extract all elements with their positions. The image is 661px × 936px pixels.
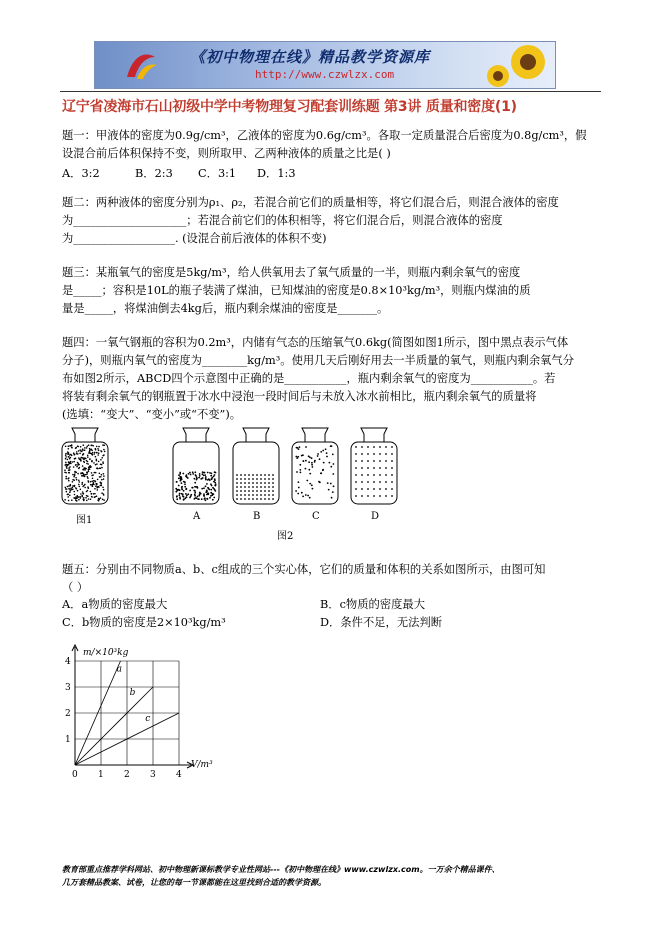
q1-option-a: A．3:2 (62, 167, 100, 180)
q4-line2: 分子)，则瓶内氧气的密度为________kg/m³。使用几天后刚好用去一半质量的氧气，则瓶内剩余氧气分 (62, 354, 575, 367)
series-label-a: a (116, 664, 122, 675)
y-axis-label: m/×10³kg (83, 648, 129, 658)
x-tick-label: 0 (72, 770, 78, 780)
y-tick-label: 4 (65, 657, 71, 667)
q5-option-d: D．条件不足，无法判断 (320, 616, 443, 629)
y-tick-label: 3 (65, 683, 71, 693)
q1-option-b: B．2:3 (135, 167, 173, 180)
q5-line1: 题五：分别由不同物质a、b、c组成的三个实心体，它们的质量和体积的关系如图所示，由图可知 (62, 563, 546, 576)
q5-line2: （ ） (62, 581, 89, 594)
fig2-label-a: A (193, 511, 201, 522)
q3-line3: 量是_____，将煤油倒去4kg后，瓶内剩余煤油的密度是_______。 (62, 302, 389, 315)
cylinder-fig1 (62, 428, 108, 504)
x-tick-label: 2 (124, 770, 130, 780)
x-tick-label: 3 (150, 770, 156, 780)
x-tick-label: 1 (98, 770, 104, 780)
x-axis-label: V/m³ (191, 760, 213, 770)
fig2-caption: 图2 (277, 531, 294, 542)
header-banner (94, 41, 556, 89)
q2-line1: 题二：两种液体的密度分别为ρ₁、ρ₂，若混合前它们的质量相等，将它们混合后，则混合液体的密度 (62, 196, 559, 209)
fig2-label-d: D (371, 511, 380, 522)
series-label-c: c (145, 713, 151, 724)
mass-volume-chart (60, 632, 240, 780)
cylinder-d (351, 428, 397, 504)
footer-line1: 教育部重点推荐学科网站、初中物理新课标教学专业性网站---《初中物理在线》www.czwlzx.com。一万余个精品课件、 (62, 865, 500, 874)
footer-line2: 几万套精品教案、试卷，让您的每一节课都能在这里找到合适的教学资源。 (62, 878, 326, 887)
q3-line2: 是_____；容积是10L的瓶子装满了煤油，已知煤油的密度是0.8×10³kg/m³，则瓶内煤油的质 (62, 284, 531, 297)
fig1-label: 图1 (76, 515, 93, 526)
q4-line1: 题四：一氧气钢瓶的容积为0.2m³，内储有气态的压缩氧气0.6kg(简图如图1所示，图中黑点表示气体 (62, 336, 569, 349)
banner-url[interactable]: http://www.czwlzx.com (255, 68, 395, 81)
q5-option-c: C．b物质的密度是2×10³kg/m³ (62, 616, 226, 629)
cylinder-a (173, 428, 219, 504)
cylinder-b (233, 428, 279, 504)
q1-option-d: D．1:3 (257, 167, 296, 180)
q5-option-b: B．c物质的密度最大 (320, 598, 426, 611)
q4-line3: 布如图2所示，ABCD四个示意图中正确的是___________，瓶内剩余氧气的密度为___________。若 (62, 372, 556, 385)
q4-line4: 将装有剩余氧气的钢瓶置于冰水中浸泡一段时间后与未放入冰水前相比，瓶内剩余氧气的质量将 (62, 390, 537, 403)
q1-line1: 题一：甲液体的密度为0.9g/cm³，乙液体的密度为0.6g/cm³。各取一定质量混合后密度为0.8g/cm³，假 (62, 129, 587, 142)
q3-line1: 题三：某瓶氧气的密度是5kg/m³，给人供氧用去了氧气质量的一半，则瓶内剩余氧气的密度 (62, 266, 521, 279)
fig2-label-b: B (253, 511, 261, 522)
q1-option-c: C．3:1 (198, 167, 237, 180)
document-title: 辽宁省凌海市石山初级中学中考物理复习配套训练题 第3讲 质量和密度(1) (62, 99, 517, 115)
banner-title: 《初中物理在线》精品教学资源库 (190, 48, 431, 66)
cylinder-c (292, 428, 338, 504)
q5-option-a: A．a物质的密度最大 (62, 598, 168, 611)
y-tick-label: 2 (65, 709, 71, 719)
oxygen-cylinders-figure (60, 424, 420, 524)
site-logo-icon (123, 47, 159, 83)
q2-line2: 为____________________；若混合前它们的体积相等，将它们混合后，则混合液体的密度 (62, 214, 503, 227)
x-tick-label: 4 (176, 770, 182, 780)
page-footer (62, 863, 607, 889)
y-tick-label: 1 (65, 735, 71, 745)
series-line-b (75, 687, 153, 765)
header-rule (60, 91, 601, 92)
series-label-b: b (129, 687, 136, 698)
q4-line5: (选填：“变大”、“变小”或“不变”)。 (62, 408, 242, 421)
q2-line3: 为__________________. (设混合前后液体的体积不变) (62, 232, 327, 245)
sunflower-icon (483, 42, 553, 88)
fig2-label-c: C (312, 511, 320, 522)
q1-line2: 设混合前后体积保持不变，则所取甲、乙两种液体的质量之比是( ) (62, 147, 391, 160)
